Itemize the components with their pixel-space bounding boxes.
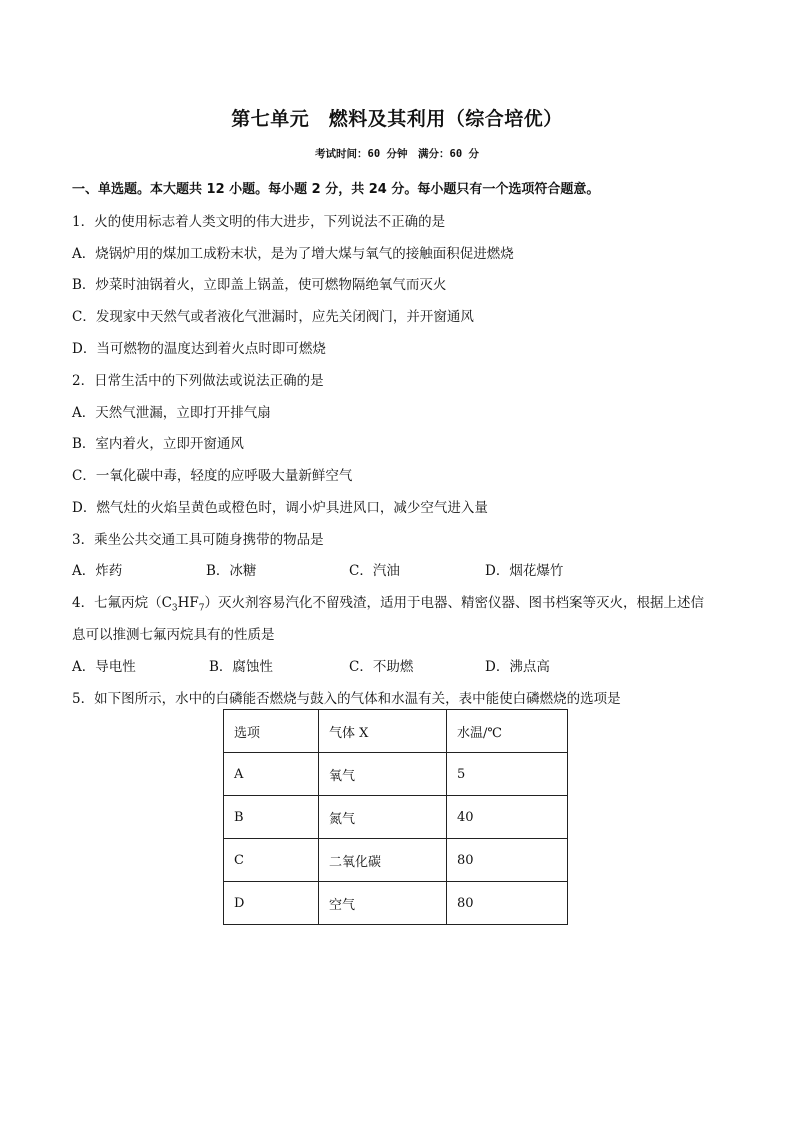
question-3-option-d: D．烟花爆竹 — [485, 563, 564, 579]
question-4-stem-line2: 息可以推测七氟丙烷具有的性质是 — [72, 627, 275, 643]
table-header-cell: 选项 — [224, 710, 319, 753]
table-cell: B — [224, 796, 319, 839]
table-cell: 二氧化碳 — [319, 839, 447, 882]
table-cell: 氧气 — [319, 753, 447, 796]
formula-subscript: 3 — [171, 603, 178, 614]
page-title: 第七单元 燃料及其利用（综合培优） — [231, 108, 563, 130]
question-4-option-a: A．导电性 — [72, 659, 136, 675]
table-header-cell: 水温/℃ — [447, 710, 568, 753]
question-4-option-d: D．沸点高 — [485, 659, 550, 675]
question-2-option-b: B．室内着火，立即开窗通风 — [72, 436, 244, 452]
table-cell: C — [224, 839, 319, 882]
table-cell: A — [224, 753, 319, 796]
question-1-option-a: A．烧锅炉用的煤加工成粉末状，是为了增大煤与氧气的接触面积促进燃烧 — [72, 246, 514, 262]
table-cell: 80 — [447, 839, 568, 882]
table-row — [224, 796, 568, 839]
question-3-option-a: A．炸药 — [72, 563, 123, 579]
table-cell: 80 — [447, 882, 568, 925]
question-1-option-d: D．当可燃物的温度达到着火点时即可燃烧 — [72, 341, 326, 357]
question-1-stem: 1．火的使用标志着人类文明的伟大进步，下列说法不正确的是 — [72, 214, 446, 230]
question-3-stem: 3．乘坐公共交通工具可随身携带的物品是 — [72, 532, 324, 548]
table-header-row — [224, 710, 568, 753]
question-5-table — [223, 709, 568, 925]
table-cell: D — [224, 882, 319, 925]
question-2-option-c: C．一氧化碳中毒，轻度的应呼吸大量新鲜空气 — [72, 468, 353, 484]
table-row — [224, 753, 568, 796]
question-4-stem-start: 4．七氟丙烷（C — [72, 595, 172, 611]
table-cell: 40 — [447, 796, 568, 839]
table-cell: 氮气 — [319, 796, 447, 839]
question-2-option-a: A．天然气泄漏，立即打开排气扇 — [72, 405, 271, 421]
formula-part: HF — [177, 595, 199, 611]
question-4-option-b: B．腐蚀性 — [209, 659, 273, 675]
question-5-stem: 5．如下图所示，水中的白磷能否燃烧与鼓入的气体和水温有关，表中能使白磷燃烧的选项是 — [72, 691, 621, 707]
question-2-option-d: D．燃气灶的火焰呈黄色或橙色时，调小炉具进风口，减少空气进入量 — [72, 500, 488, 516]
table-row — [224, 882, 568, 925]
question-4-option-c: C．不助燃 — [349, 659, 414, 675]
question-3-option-b: B．冰糖 — [206, 563, 257, 579]
question-4-stem-end: ）灭火剂容易汽化不留残渣，适用于电器、精密仪器、图书档案等灭火，根据上述信 — [204, 595, 705, 611]
question-1-option-c: C．发现家中天然气或者液化气泄漏时，应先关闭阀门，并开窗通风 — [72, 309, 474, 325]
question-3-option-c: C．汽油 — [349, 563, 400, 579]
table-row — [224, 839, 568, 882]
question-4-stem — [72, 591, 704, 614]
table-header-cell: 气体 X — [319, 710, 447, 753]
question-1-option-b: B．炒菜时油锅着火，立即盖上锅盖，使可燃物隔绝氧气而灭火 — [72, 277, 447, 293]
formula-subscript: 7 — [198, 603, 205, 614]
section-header: 一、单选题。本大题共 12 小题。每小题 2 分，共 24 分。每小题只有一个选项符合题意。 — [72, 182, 600, 197]
exam-info: 考试时间：60 分钟 满分：60 分 — [315, 148, 479, 160]
table-cell: 5 — [447, 753, 568, 796]
table-cell: 空气 — [319, 882, 447, 925]
question-2-stem: 2．日常生活中的下列做法或说法正确的是 — [72, 373, 324, 389]
